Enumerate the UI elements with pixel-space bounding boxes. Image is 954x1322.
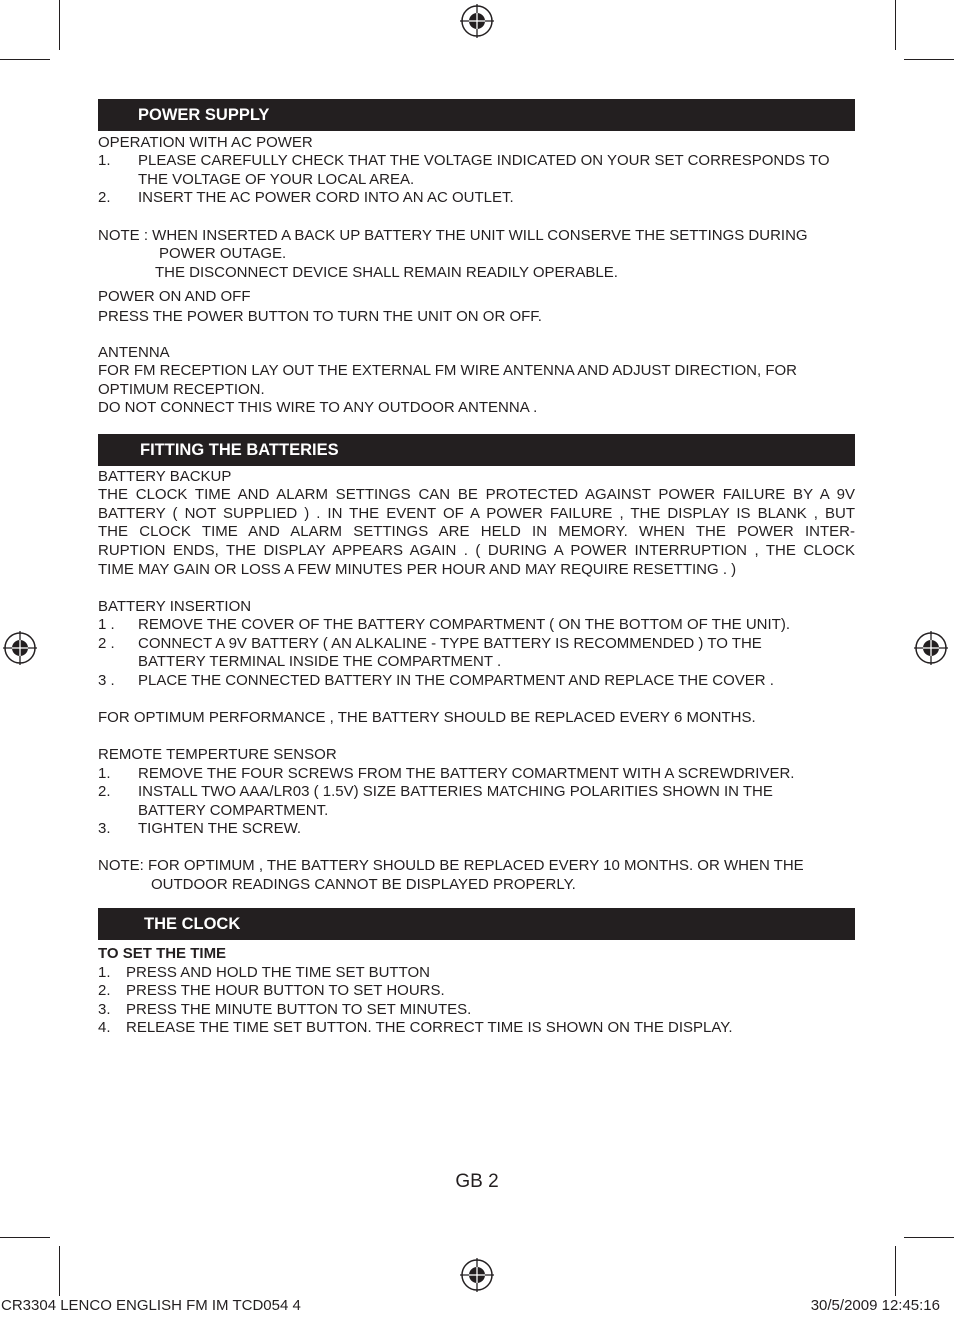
- list-item: INSTALL TWO AAA/LR03 ( 1.5V) SIZE BATTERIES MATCHING POLARITIES SHOWN IN THE: [138, 783, 773, 800]
- footer-timestamp: 30/5/2009 12:45:16: [810, 1297, 940, 1314]
- list-item: PRESS AND HOLD THE TIME SET BUTTON: [126, 964, 430, 981]
- crop-mark: [59, 0, 60, 50]
- set-time-heading: TO SET THE TIME: [98, 945, 227, 962]
- battery-note-text: OUTDOOR READINGS CANNOT BE DISPLAYED PROPERLY.: [151, 876, 576, 893]
- crop-mark: [904, 59, 954, 60]
- battery-note-text: NOTE: FOR OPTIMUM , THE BATTERY SHOULD BE REPLACED EVERY 10 MONTHS. OR WHEN THE: [98, 857, 804, 874]
- remote-sensor-heading: REMOTE TEMPERTURE SENSOR: [98, 746, 337, 763]
- registration-mark-icon: [3, 631, 37, 665]
- section-header-power-supply: POWER SUPPLY: [98, 99, 855, 131]
- list-number: 4.: [98, 1019, 111, 1036]
- list-number: 3 .: [98, 672, 115, 689]
- battery-insertion-heading: BATTERY INSERTION: [98, 598, 252, 615]
- crop-mark: [0, 1237, 50, 1238]
- list-item: REMOVE THE COVER OF THE BATTERY COMPARTMENT ( ON THE BOTTOM OF THE UNIT).: [138, 616, 791, 633]
- list-number: 2 .: [98, 635, 115, 652]
- ac-power-heading: OPERATION WITH AC POWER: [98, 134, 313, 151]
- section-header-fitting-batteries: FITTING THE BATTERIES: [98, 434, 855, 466]
- list-number: 1.: [98, 152, 111, 169]
- registration-mark-icon: [914, 631, 948, 665]
- list-item: PLEASE CAREFULLY CHECK THAT THE VOLTAGE INDICATED ON YOUR SET CORRESPONDS TO: [138, 152, 830, 169]
- battery-backup-paragraph: [98, 486, 855, 561]
- list-number: 2.: [98, 982, 111, 999]
- antenna-text: OPTIMUM RECEPTION.: [98, 381, 265, 398]
- list-item: BATTERY COMPARTMENT.: [138, 802, 329, 819]
- paragraph-line: THE CLOCK TIME AND ALARM SETTINGS CAN BE PROTECTED AGAINST POWER FAILURE BY A 9V: [98, 486, 855, 503]
- note-text: NOTE : WHEN INSERTED A BACK UP BATTERY THE UNIT WILL CONSERVE THE SETTINGS DURING: [98, 227, 808, 244]
- list-item: CONNECT A 9V BATTERY ( AN ALKALINE - TYPE BATTERY IS RECOMMENDED ) TO THE: [138, 635, 762, 652]
- crop-mark: [0, 59, 50, 60]
- antenna-heading: ANTENNA: [98, 344, 170, 361]
- paragraph-line: BATTERY ( NOT SUPPLIED ) . IN THE EVENT OF A POWER FAILURE , THE DISPLAY IS BLANK , BUT: [98, 504, 855, 522]
- list-item: INSERT THE AC POWER CORD INTO AN AC OUTLET.: [138, 189, 514, 206]
- list-item: PRESS THE MINUTE BUTTON TO SET MINUTES.: [126, 1001, 472, 1018]
- antenna-text: DO NOT CONNECT THIS WIRE TO ANY OUTDOOR ANTENNA .: [98, 399, 538, 416]
- list-number: 3.: [98, 1001, 111, 1018]
- crop-mark: [895, 0, 896, 50]
- paragraph-line: THE CLOCK TIME AND ALARM SETTINGS ARE HELD IN MEMORY. WHEN THE POWER INTER-: [98, 523, 855, 541]
- list-item: THE VOLTAGE OF YOUR LOCAL AREA.: [138, 171, 415, 188]
- page-number: GB 2: [455, 1171, 499, 1192]
- antenna-text: FOR FM RECEPTION LAY OUT THE EXTERNAL FM WIRE ANTENNA AND ADJUST DIRECTION, FOR: [98, 362, 797, 379]
- registration-mark-icon: [460, 4, 494, 38]
- battery-backup-heading: BATTERY BACKUP: [98, 468, 232, 485]
- list-number: 1.: [98, 964, 111, 981]
- paragraph-line: RUPTION ENDS, THE DISPLAY APPEARS AGAIN . ( DURING A POWER INTERRUPTION , THE CLOCK: [98, 542, 855, 560]
- crop-mark: [895, 1246, 896, 1296]
- footer-file-info: CR3304 LENCO ENGLISH FM IM TCD054 4: [1, 1297, 301, 1314]
- crop-mark: [59, 1246, 60, 1296]
- list-number: 3.: [98, 820, 111, 837]
- section-header-the-clock: THE CLOCK: [98, 908, 855, 940]
- registration-mark-icon: [460, 1258, 494, 1292]
- power-on-off-heading: POWER ON AND OFF: [98, 288, 251, 305]
- list-number: 2.: [98, 189, 111, 206]
- list-item: PLACE THE CONNECTED BATTERY IN THE COMPARTMENT AND REPLACE THE COVER .: [138, 672, 774, 689]
- note-text: POWER OUTAGE.: [159, 245, 287, 262]
- crop-mark: [904, 1237, 954, 1238]
- list-item: TIGHTEN THE SCREW.: [138, 820, 302, 837]
- list-number: 1.: [98, 765, 111, 782]
- list-item: PRESS THE HOUR BUTTON TO SET HOURS.: [126, 982, 445, 999]
- note-text: THE DISCONNECT DEVICE SHALL REMAIN READILY OPERABLE.: [155, 264, 618, 281]
- list-item: BATTERY TERMINAL INSIDE THE COMPARTMENT .: [138, 653, 502, 670]
- list-number: 2.: [98, 783, 111, 800]
- paragraph-line: TIME MAY GAIN OR LOSS A FEW MINUTES PER HOUR AND MAY REQUIRE RESETTING . ): [98, 561, 737, 578]
- list-item: RELEASE THE TIME SET BUTTON. THE CORRECT TIME IS SHOWN ON THE DISPLAY.: [126, 1019, 733, 1036]
- list-number: 1 .: [98, 616, 115, 633]
- power-on-off-text: PRESS THE POWER BUTTON TO TURN THE UNIT ON OR OFF.: [98, 308, 542, 325]
- optimum-performance-text: FOR OPTIMUM PERFORMANCE , THE BATTERY SHOULD BE REPLACED EVERY 6 MONTHS.: [98, 709, 756, 726]
- list-item: REMOVE THE FOUR SCREWS FROM THE BATTERY COMARTMENT WITH A SCREWDRIVER.: [138, 765, 795, 782]
